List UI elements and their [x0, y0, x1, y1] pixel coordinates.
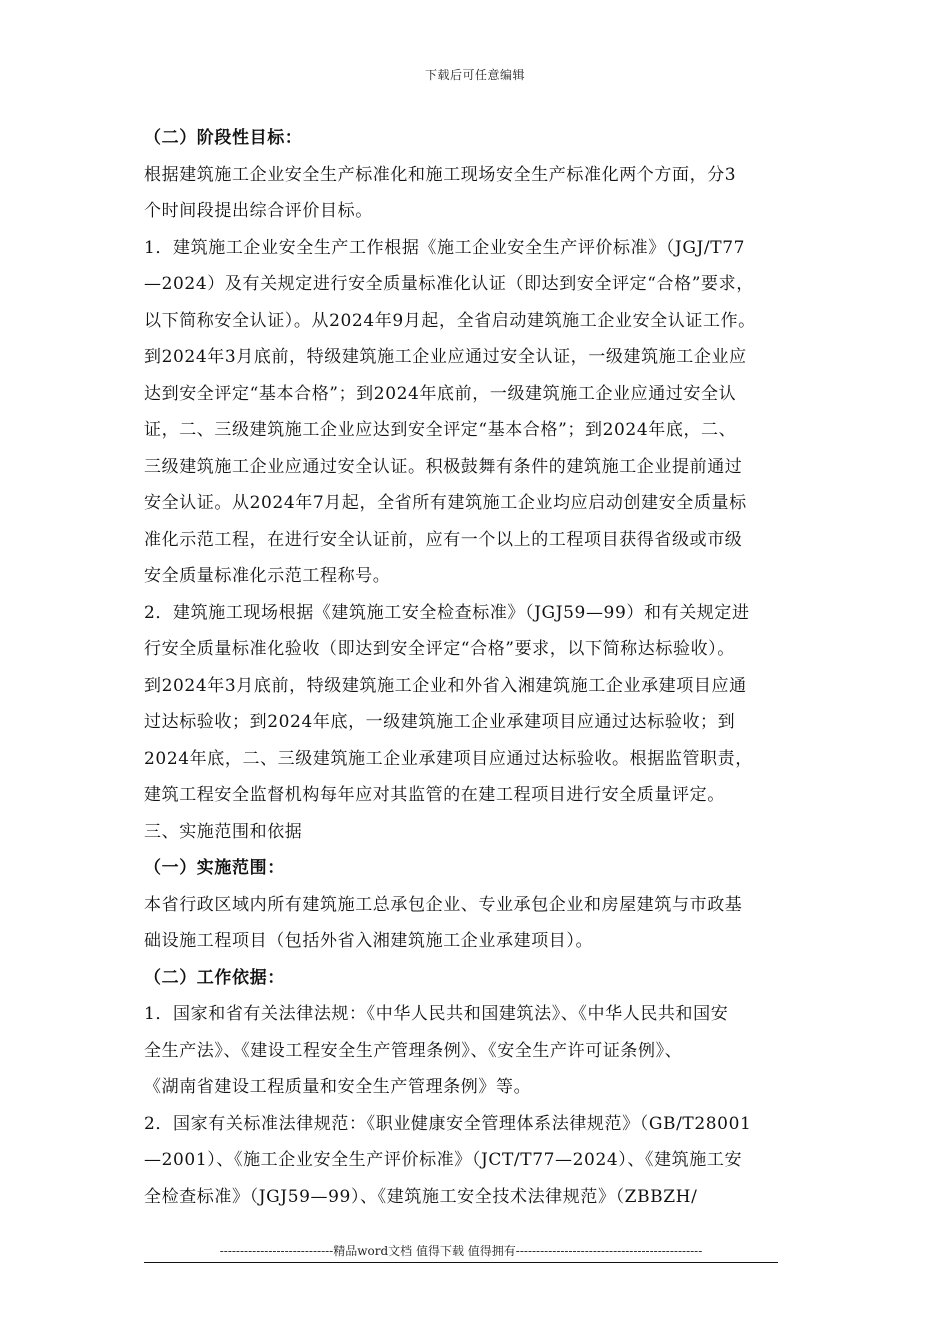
paragraph-line: —2001）、《施工企业安全生产评价标准》（JCT/T77—2024）、《建筑施工安	[144, 1150, 743, 1170]
paragraph-line: 过达标验收；到2024年底，一级建筑施工企业承建项目应通过达标验收；到	[144, 712, 736, 732]
paragraph-line: 三、实施范围和依据	[144, 821, 303, 842]
section-heading: （二）阶段性目标：	[144, 128, 303, 148]
paragraph-line: 本省行政区域内所有建筑施工总承包企业、专业承包企业和房屋建筑与市政基	[144, 894, 743, 915]
paragraph-line: 全生产法》、《建设工程安全生产管理条例》、《安全生产许可证条例》、	[144, 1040, 683, 1061]
section-heading: （一）实施范围：	[144, 858, 285, 878]
paragraph-line: 行安全质量标准化验收（即达到安全评定“合格”要求，以下简称达标验收）。	[144, 639, 735, 659]
paragraph-line: 到2024年3月底前，特级建筑施工企业应通过安全认证，一级建筑施工企业应	[144, 347, 747, 367]
paragraph-line: 以下简称安全认证）。从2024年9月起，全省启动建筑施工企业安全认证工作。	[144, 310, 756, 331]
footer-rule	[144, 1262, 778, 1263]
paragraph-line: 达到安全评定“基本合格”；到2024年底前，一级建筑施工企业应通过安全认	[144, 383, 737, 404]
paragraph-line: 根据建筑施工企业安全生产标准化和施工现场安全生产标准化两个方面，分3	[144, 164, 737, 185]
paragraph-line: 安全认证。从2024年7月起，全省所有建筑施工企业均应启动创建安全质量标	[144, 493, 747, 513]
paragraph-line: 2024年底，二、三级建筑施工企业承建项目应通过达标验收。根据监管职责，	[144, 748, 753, 769]
document-body	[144, 120, 809, 1215]
paragraph-line: 《湖南省建设工程质量和安全生产管理条例》等。	[144, 1077, 532, 1097]
paragraph-line: —2024）及有关规定进行安全质量标准化认证（即达到安全评定“合格”要求，	[144, 274, 754, 294]
paragraph-line: 三级建筑施工企业应通过安全认证。积极鼓舞有条件的建筑施工企业提前通过	[144, 456, 743, 477]
paragraph-line: 个时间段提出综合评价目标。	[144, 201, 373, 221]
section-heading: （二）工作依据：	[144, 967, 285, 988]
paragraph-line: 全检查标准》（JGJ59—99）、《建筑施工安全技术法律规范》（ZBBZH/	[144, 1186, 698, 1207]
paragraph-line: 础设施工程项目（包括外省入湘建筑施工企业承建项目）。	[144, 931, 594, 951]
paragraph-line: 准化示范工程，在进行安全认证前，应有一个以上的工程项目获得省级或市级	[144, 529, 743, 550]
paragraph-line: 2．建筑施工现场根据《建筑施工安全检查标准》（JGJ59—99）和有关规定进	[144, 602, 750, 623]
paragraph-line: 到2024年3月底前，特级建筑施工企业和外省入湘建筑施工企业承建项目应通	[144, 675, 747, 696]
paragraph-line: 建筑工程安全监督机构每年应对其监管的在建工程项目进行安全质量评定。	[144, 785, 725, 805]
page-footer: ----------------------------精品word文档 值得下载 值得拥有----------------------------------------------	[219, 1244, 703, 1258]
paragraph-line: 安全质量标准化示范工程称号。	[144, 566, 391, 586]
page-header: 下载后可任意编辑	[424, 68, 525, 82]
paragraph-line: 1．建筑施工企业安全生产工作根据《施工企业安全生产评价标准》（JGJ/T77	[144, 237, 746, 258]
paragraph-line: 证，二、三级建筑施工企业应达到安全评定“基本合格”；到2024年底，二、	[144, 420, 737, 440]
paragraph-line: 1．国家和省有关法律法规：《中华人民共和国建筑法》、《中华人民共和国安	[144, 1004, 729, 1024]
paragraph-line: 2．国家有关标准法律规范：《职业健康安全管理体系法律规范》（GB/T28001	[144, 1113, 752, 1134]
